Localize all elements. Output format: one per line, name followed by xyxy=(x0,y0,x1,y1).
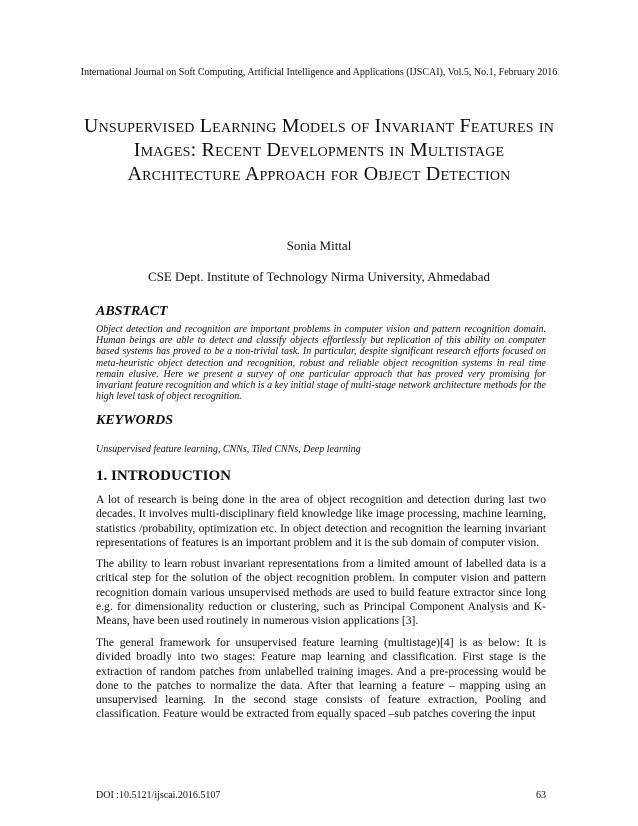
keywords-heading: KEYWORDS xyxy=(96,413,174,428)
intro-paragraph-3: The general framework for unsupervised feature learning (multistage)[4] is as below: It is divided broadly into two stages: Feature map learning and classification. First stage is the extraction of random patches from unlabelled training images. And a pre-processing would be done to the patches to normalize the data. After that learning a feature – mapping using an unsupervised learning. In the second stage consists of feature extraction, Pooling and classification. Feature would be extracted from equally spaced –sub patches covering the input xyxy=(96,636,546,721)
author-name: Sonia Mittal xyxy=(286,238,352,253)
paper-title: Unsupervised Learning Models of Invariant Features in Images: Recent Developments in Multistage Architecture Approach for Object Detection xyxy=(83,115,555,185)
journal-header: International Journal on Soft Computing, Artificial Intelligence and Applications (IJSCAI), Vol.5, No.1, February 2016 xyxy=(80,67,558,78)
intro-paragraph-1: A lot of research is being done in the area of object recognition and detection during last two decades. It involves multi-disciplinary field knowledge like image processing, machine learning, statistics /probability, optimization etc. In object detection and recognition the learning invariant representations of features is an important problem and it is the sub domain of computer vision. xyxy=(96,493,546,549)
abstract-heading: ABSTRACT xyxy=(96,304,168,319)
page-number: 63 xyxy=(536,790,546,801)
section-heading-introduction: 1. INTRODUCTION xyxy=(96,468,232,484)
author-affiliation: CSE Dept. Institute of Technology Nirma University, Ahmedabad xyxy=(147,269,491,284)
keywords-text: Unsupervised feature learning, CNNs, Tiled CNNs, Deep learning xyxy=(96,444,361,455)
abstract-text: Object detection and recognition are important problems in computer vision and pattern recognition domain. Human beings are able to detect and classify objects effortlessly but replication of this ability on computer based systems has proved to be a non-trivial task. In particular, despite significant research efforts focused on meta-heuristic object detection and recognition, robust and reliable object recognition systems in real time remain elusive. Here we present a survey of one particular approach that has proved very promising for invariant feature recognition and which is a key initial stage of multi-stage network architecture methods for the high level task of object recognition. xyxy=(96,324,546,403)
doi-footer: DOI :10.5121/ijscai.2016.5107 xyxy=(96,790,221,801)
intro-paragraph-2: The ability to learn robust invariant representations from a limited amount of labelled data is a critical step for the solution of the object recognition problem. In computer vision and pattern recognition domain various unsupervised methods are used to build feature extractor since long e.g. for dimensionality reduction or clustering, such as Principal Component Analysis and K-Means, have been used routinely in numerous vision applications [3]. xyxy=(96,557,546,628)
